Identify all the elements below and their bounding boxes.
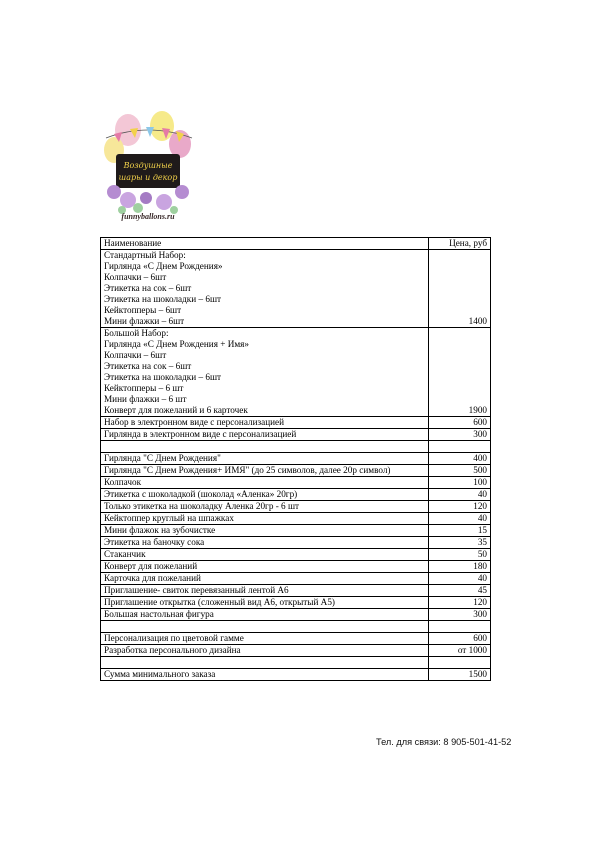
item-line: Мини флажки – 6шт — [104, 316, 185, 326]
item-line: Колпачок — [104, 477, 142, 487]
item-price: 40 — [429, 573, 491, 585]
flower — [175, 185, 189, 199]
item-line: Большая настольная фигура — [104, 609, 214, 619]
item-price: 35 — [429, 537, 491, 549]
item-line: Гирлянда «С Днем Рождения + Имя» — [104, 339, 249, 349]
item-price — [429, 441, 491, 453]
item-price: 300 — [429, 429, 491, 441]
item-line: Кейктопперы – 6шт — [104, 305, 182, 315]
table-row — [101, 561, 491, 573]
item-price: 40 — [429, 489, 491, 501]
item-name — [101, 645, 429, 657]
item-name — [101, 465, 429, 477]
item-line: Мини флажок на зубочистке — [104, 525, 216, 535]
item-name — [101, 657, 429, 669]
item-name — [101, 250, 429, 328]
item-name — [101, 561, 429, 573]
item-price: от 1000 — [429, 645, 491, 657]
table-row — [101, 441, 491, 453]
price-table-body — [101, 238, 491, 681]
item-line: Конверт для пожеланий и 6 карточек — [104, 405, 248, 415]
item-price: 300 — [429, 609, 491, 621]
flower — [120, 192, 136, 208]
contact-phone: Тел. для связи: 8 905-501-41-52 — [376, 737, 512, 747]
item-price: 50 — [429, 549, 491, 561]
flower — [107, 185, 121, 199]
table-row — [101, 585, 491, 597]
item-price — [429, 621, 491, 633]
item-line: Этикетка на сок – 6шт — [104, 361, 192, 371]
item-line: Этикетка на баночку сока — [104, 537, 205, 547]
flower — [140, 192, 152, 204]
header-price: Цена, руб — [429, 238, 491, 250]
flower — [156, 194, 172, 210]
item-line: Колпачки – 6шт — [104, 350, 167, 360]
item-price: 100 — [429, 477, 491, 489]
table-row — [101, 669, 491, 681]
item-line: Этикетка на шоколадки – 6шт — [104, 294, 222, 304]
logo-graphic — [100, 108, 196, 218]
table-row — [101, 609, 491, 621]
table-row — [101, 417, 491, 429]
table-row — [101, 621, 491, 633]
item-name — [101, 417, 429, 429]
item-line: Приглашение открытка (сложенный вид А6, открытый А5) — [104, 597, 335, 607]
item-line: Стаканчик — [104, 549, 146, 559]
item-name — [101, 525, 429, 537]
item-name — [101, 328, 429, 417]
item-line: Набор в электронном виде с персонализацией — [104, 417, 285, 427]
item-name — [101, 501, 429, 513]
item-price: 600 — [429, 633, 491, 645]
table-row — [101, 477, 491, 489]
item-price: 500 — [429, 465, 491, 477]
item-price: 1900 — [429, 328, 491, 417]
item-line: Этикетка на сок – 6шт — [104, 283, 192, 293]
item-name — [101, 489, 429, 501]
item-line: Этикетка с шоколадкой (шоколад «Аленка» 20гр) — [104, 489, 298, 499]
item-price: 1500 — [429, 669, 491, 681]
item-line: Большой Набор: — [104, 328, 169, 338]
table-row — [101, 525, 491, 537]
table-row — [101, 573, 491, 585]
header-name: Наименование — [101, 238, 429, 250]
item-price: 120 — [429, 597, 491, 609]
item-line: Гирлянда в электронном виде с персонализацией — [104, 429, 297, 439]
table-row — [101, 429, 491, 441]
item-line: Карточка для пожеланий — [104, 573, 201, 583]
item-name — [101, 453, 429, 465]
item-name — [101, 609, 429, 621]
item-name — [101, 441, 429, 453]
item-line: Стандартный Набор: — [104, 250, 186, 260]
item-line: Разработка персонального дизайна — [104, 645, 241, 655]
item-price: 120 — [429, 501, 491, 513]
table-header-row — [101, 238, 491, 250]
item-name — [101, 513, 429, 525]
table-row — [101, 328, 491, 417]
item-name — [101, 573, 429, 585]
table-row — [101, 465, 491, 477]
table-row — [101, 501, 491, 513]
item-name — [101, 585, 429, 597]
item-price: 45 — [429, 585, 491, 597]
item-price: 15 — [429, 525, 491, 537]
item-line: Конверт для пожеланий — [104, 561, 198, 571]
item-line: Мини флажки – 6 шт — [104, 394, 187, 404]
item-name — [101, 621, 429, 633]
item-line: Только этикетка на шоколадку Аленка 20гр - 6 шт — [104, 501, 300, 511]
item-line: Сумма минимального заказа — [104, 669, 216, 679]
table-row — [101, 633, 491, 645]
item-name — [101, 549, 429, 561]
item-line: Колпачки – 6шт — [104, 272, 167, 282]
item-price — [429, 657, 491, 669]
item-line: Этикетка на шоколадки – 6шт — [104, 372, 222, 382]
item-line: Гирлянда "С Днем Рождения+ ИМЯ" (до 25 символов, далее 20р символ) — [104, 465, 391, 475]
sign-text-line2: шары и декор — [118, 173, 178, 182]
table-row — [101, 513, 491, 525]
table-row — [101, 657, 491, 669]
balloon-yellow — [150, 111, 174, 141]
item-price: 1400 — [429, 250, 491, 328]
price-table — [100, 237, 491, 681]
item-line: Кейктоппер круглый на шпажках — [104, 513, 234, 523]
item-name — [101, 597, 429, 609]
table-row — [101, 645, 491, 657]
item-price: 180 — [429, 561, 491, 573]
item-price: 40 — [429, 513, 491, 525]
chalkboard-sign — [116, 154, 180, 188]
logo-site-caption: funnyballons.ru — [121, 212, 175, 221]
item-line: Приглашение- свиток перевязанный лентой А6 — [104, 585, 289, 595]
table-row — [101, 453, 491, 465]
item-line: Гирлянда «С Днем Рождения» — [104, 261, 223, 271]
item-line: Персонализация по цветовой гамме — [104, 633, 244, 643]
sign-text-line1: Воздушные — [123, 161, 173, 170]
item-name — [101, 537, 429, 549]
item-line: Кейктопперы – 6 шт — [104, 383, 184, 393]
table-row — [101, 597, 491, 609]
item-name — [101, 669, 429, 681]
item-price: 400 — [429, 453, 491, 465]
table-row — [101, 537, 491, 549]
table-row — [101, 250, 491, 328]
item-line: Гирлянда "С Днем Рождения" — [104, 453, 221, 463]
table-row — [101, 489, 491, 501]
item-name — [101, 429, 429, 441]
item-price: 600 — [429, 417, 491, 429]
table-row — [101, 549, 491, 561]
item-name — [101, 633, 429, 645]
item-name — [101, 477, 429, 489]
